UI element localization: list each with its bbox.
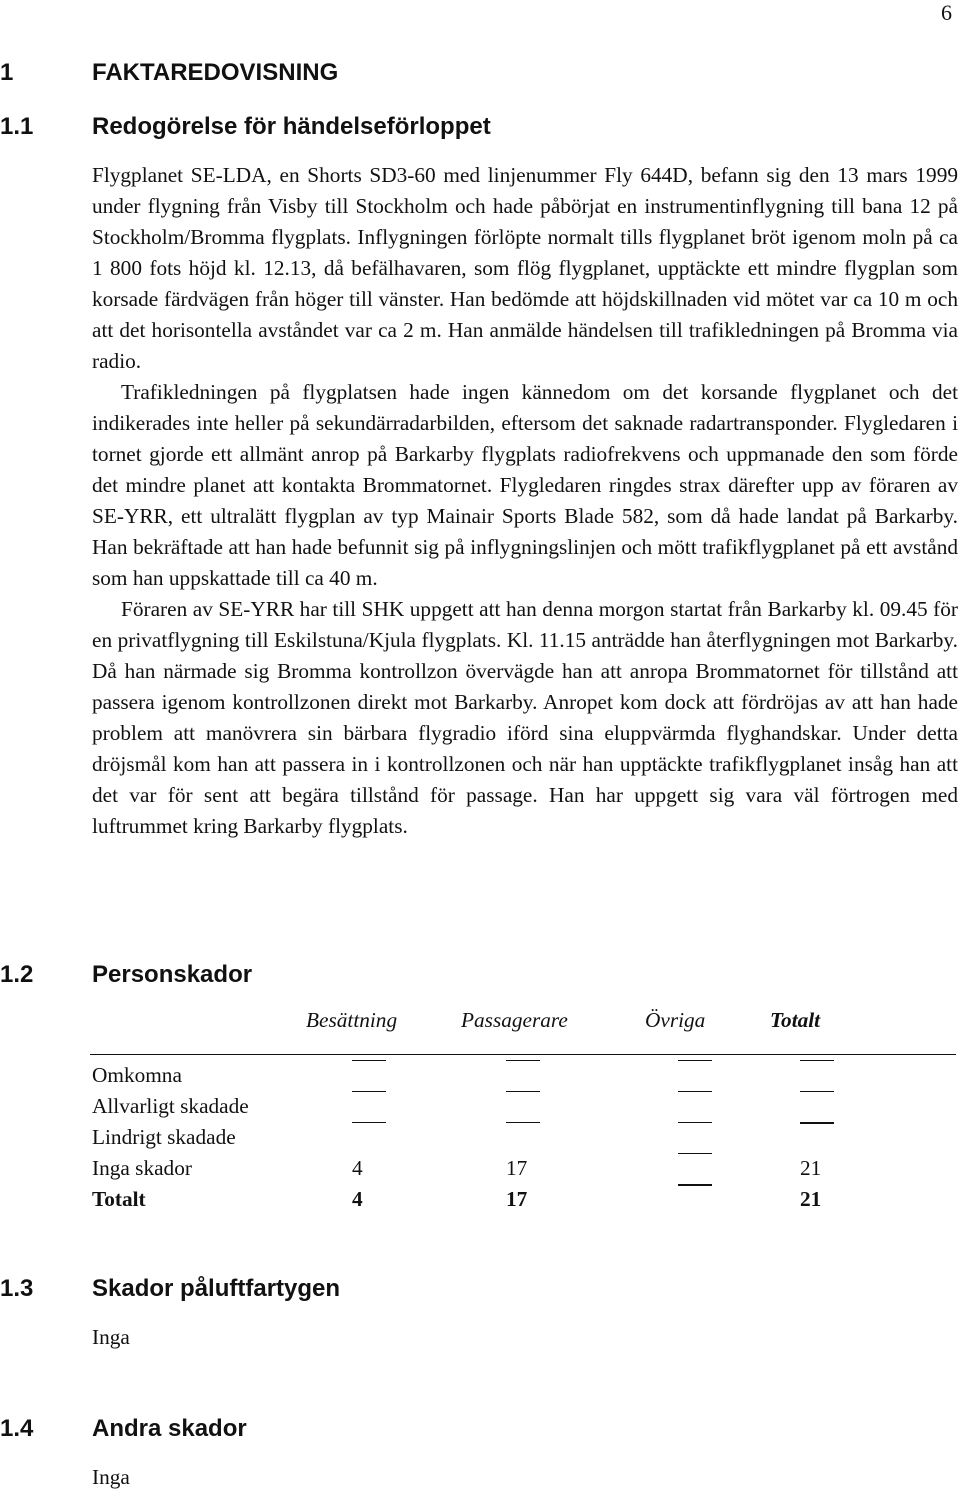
section-title: Redogörelse för händelseförloppet <box>92 113 491 140</box>
section-title: Personskador <box>92 961 253 988</box>
section-number: 1.3 <box>0 1275 34 1302</box>
row-label: Totalt <box>92 1187 146 1211</box>
table-divider <box>90 1054 956 1055</box>
column-header-passengers: Passagerare <box>461 1008 568 1032</box>
table-row <box>92 1060 958 1091</box>
cell-passengers: 17 <box>506 1156 528 1180</box>
paragraph: Trafikledningen på flygplatsen hade ingen kännedom om det korsande flygplanet och det indikerades inte heller på sekundärradarbilden, eftersom det saknade radartransponder. Flygledaren i tornet gjorde ett allmänt anrop på Barkarby flygplats radiofrekvens och uppmanade den som förde det mindre planet att kontakta Brommatornet. Flygledaren ringdes strax därefter upp av föraren av SE-YRR, ett ultralätt flygplan av typ Mainair Sports Blade 582, som då hade landat på Barkarby. Han bekräftade att han hade befunnit sig på inflygningslinjen och mött trafikflygplanet på ett avstånd som han uppskattade till ca 40 m. <box>92 380 958 590</box>
dash-mark <box>352 1060 386 1061</box>
dash-mark <box>506 1091 540 1092</box>
cell-passengers: 17 <box>506 1187 528 1211</box>
cell-total: 21 <box>800 1156 822 1180</box>
row-label: Allvarligt skadade <box>92 1094 249 1118</box>
injury-table <box>92 1008 958 1211</box>
row-label: Inga skador <box>92 1156 192 1180</box>
table-row <box>92 1122 958 1153</box>
column-header-others: Övriga <box>645 1008 706 1032</box>
table-row <box>92 1153 958 1184</box>
cell-crew: 4 <box>352 1187 363 1211</box>
section-number: 1.2 <box>0 961 34 988</box>
dash-mark <box>352 1091 386 1092</box>
dash-mark <box>506 1122 540 1123</box>
dash-mark <box>800 1060 834 1061</box>
dash-mark <box>800 1091 834 1092</box>
dash-mark <box>352 1122 386 1123</box>
dash-mark <box>800 1122 834 1124</box>
column-header-total: Totalt <box>770 1008 821 1032</box>
table-header <box>92 1008 958 1044</box>
cell-total: 21 <box>800 1187 822 1211</box>
chapter-number: 1 <box>0 59 14 86</box>
row-label: Omkomna <box>92 1063 182 1087</box>
section-text: Inga <box>92 1465 130 1489</box>
dash-mark <box>506 1060 540 1061</box>
event-narrative <box>92 160 958 842</box>
column-header-crew: Besättning <box>306 1008 398 1032</box>
table-row <box>92 1091 958 1122</box>
paragraph: Flygplanet SE-LDA, en Shorts SD3-60 med linjenummer Fly 644D, befann sig den 13 mars 1999 under flygning från Visby till Stockholm och hade påbörjat en instrumentinflygning till bana 12 på Stockholm/Bromma flygplats. Inflygningen förlöpte normalt tills flygplanet bröt igenom moln på ca 1 800 fots höjd kl. 12.13, då befälhavaren, som flög flygplanet, upptäckte ett mindre flygplan som korsade färdvägen från höger till vänster. Han bedömde att höjdskillnaden vid mötet var ca 10 m och att det horisontella avståndet var ca 2 m. Han anmälde händelsen till trafikledningen på Bromma via radio. <box>92 163 958 373</box>
section-title: Skador påluftfartygen <box>92 1275 341 1302</box>
dash-mark <box>678 1122 712 1123</box>
section-number: 1.4 <box>0 1415 34 1442</box>
dash-mark <box>678 1184 712 1186</box>
section-title: Andra skador <box>92 1415 247 1442</box>
dash-mark <box>678 1153 712 1154</box>
chapter-title: FAKTAREDOVISNING <box>92 59 339 86</box>
table-row-total <box>92 1184 958 1215</box>
paragraph: Föraren av SE-YRR har till SHK uppgett att han denna morgon startat från Barkarby kl. 09.45 för en privatflygning till Eskilstuna/Kjula flygplats. Kl. 11.15 anträdde han återflygningen mot Barkarby. Då han närmade sig Bromma kontrollzon övervägde han att anropa Brommatornet för tillstånd att passera igenom kontrollzonen direkt mot Barkarby. Anropet kom dock att fördröjas av att han hade problem att manövrera sin bärbara flygradio iförd sina eluppvärmda flyghandskar. Under detta dröjsmål kom han att passera in i kontrollzonen och när han upptäckte trafikflygplanet insåg han att det var för sent att begära tillstånd för passage. Han har uppgett sig vara väl förtrogen med luftrummet kring Barkarby flygplats. <box>92 597 958 838</box>
dash-mark <box>678 1091 712 1092</box>
page-number: 6 <box>941 0 952 25</box>
table-body <box>92 1060 958 1215</box>
section-text: Inga <box>92 1325 130 1349</box>
cell-crew: 4 <box>352 1156 363 1180</box>
row-label: Lindrigt skadade <box>92 1125 236 1149</box>
section-number: 1.1 <box>0 113 34 140</box>
dash-mark <box>678 1060 712 1061</box>
